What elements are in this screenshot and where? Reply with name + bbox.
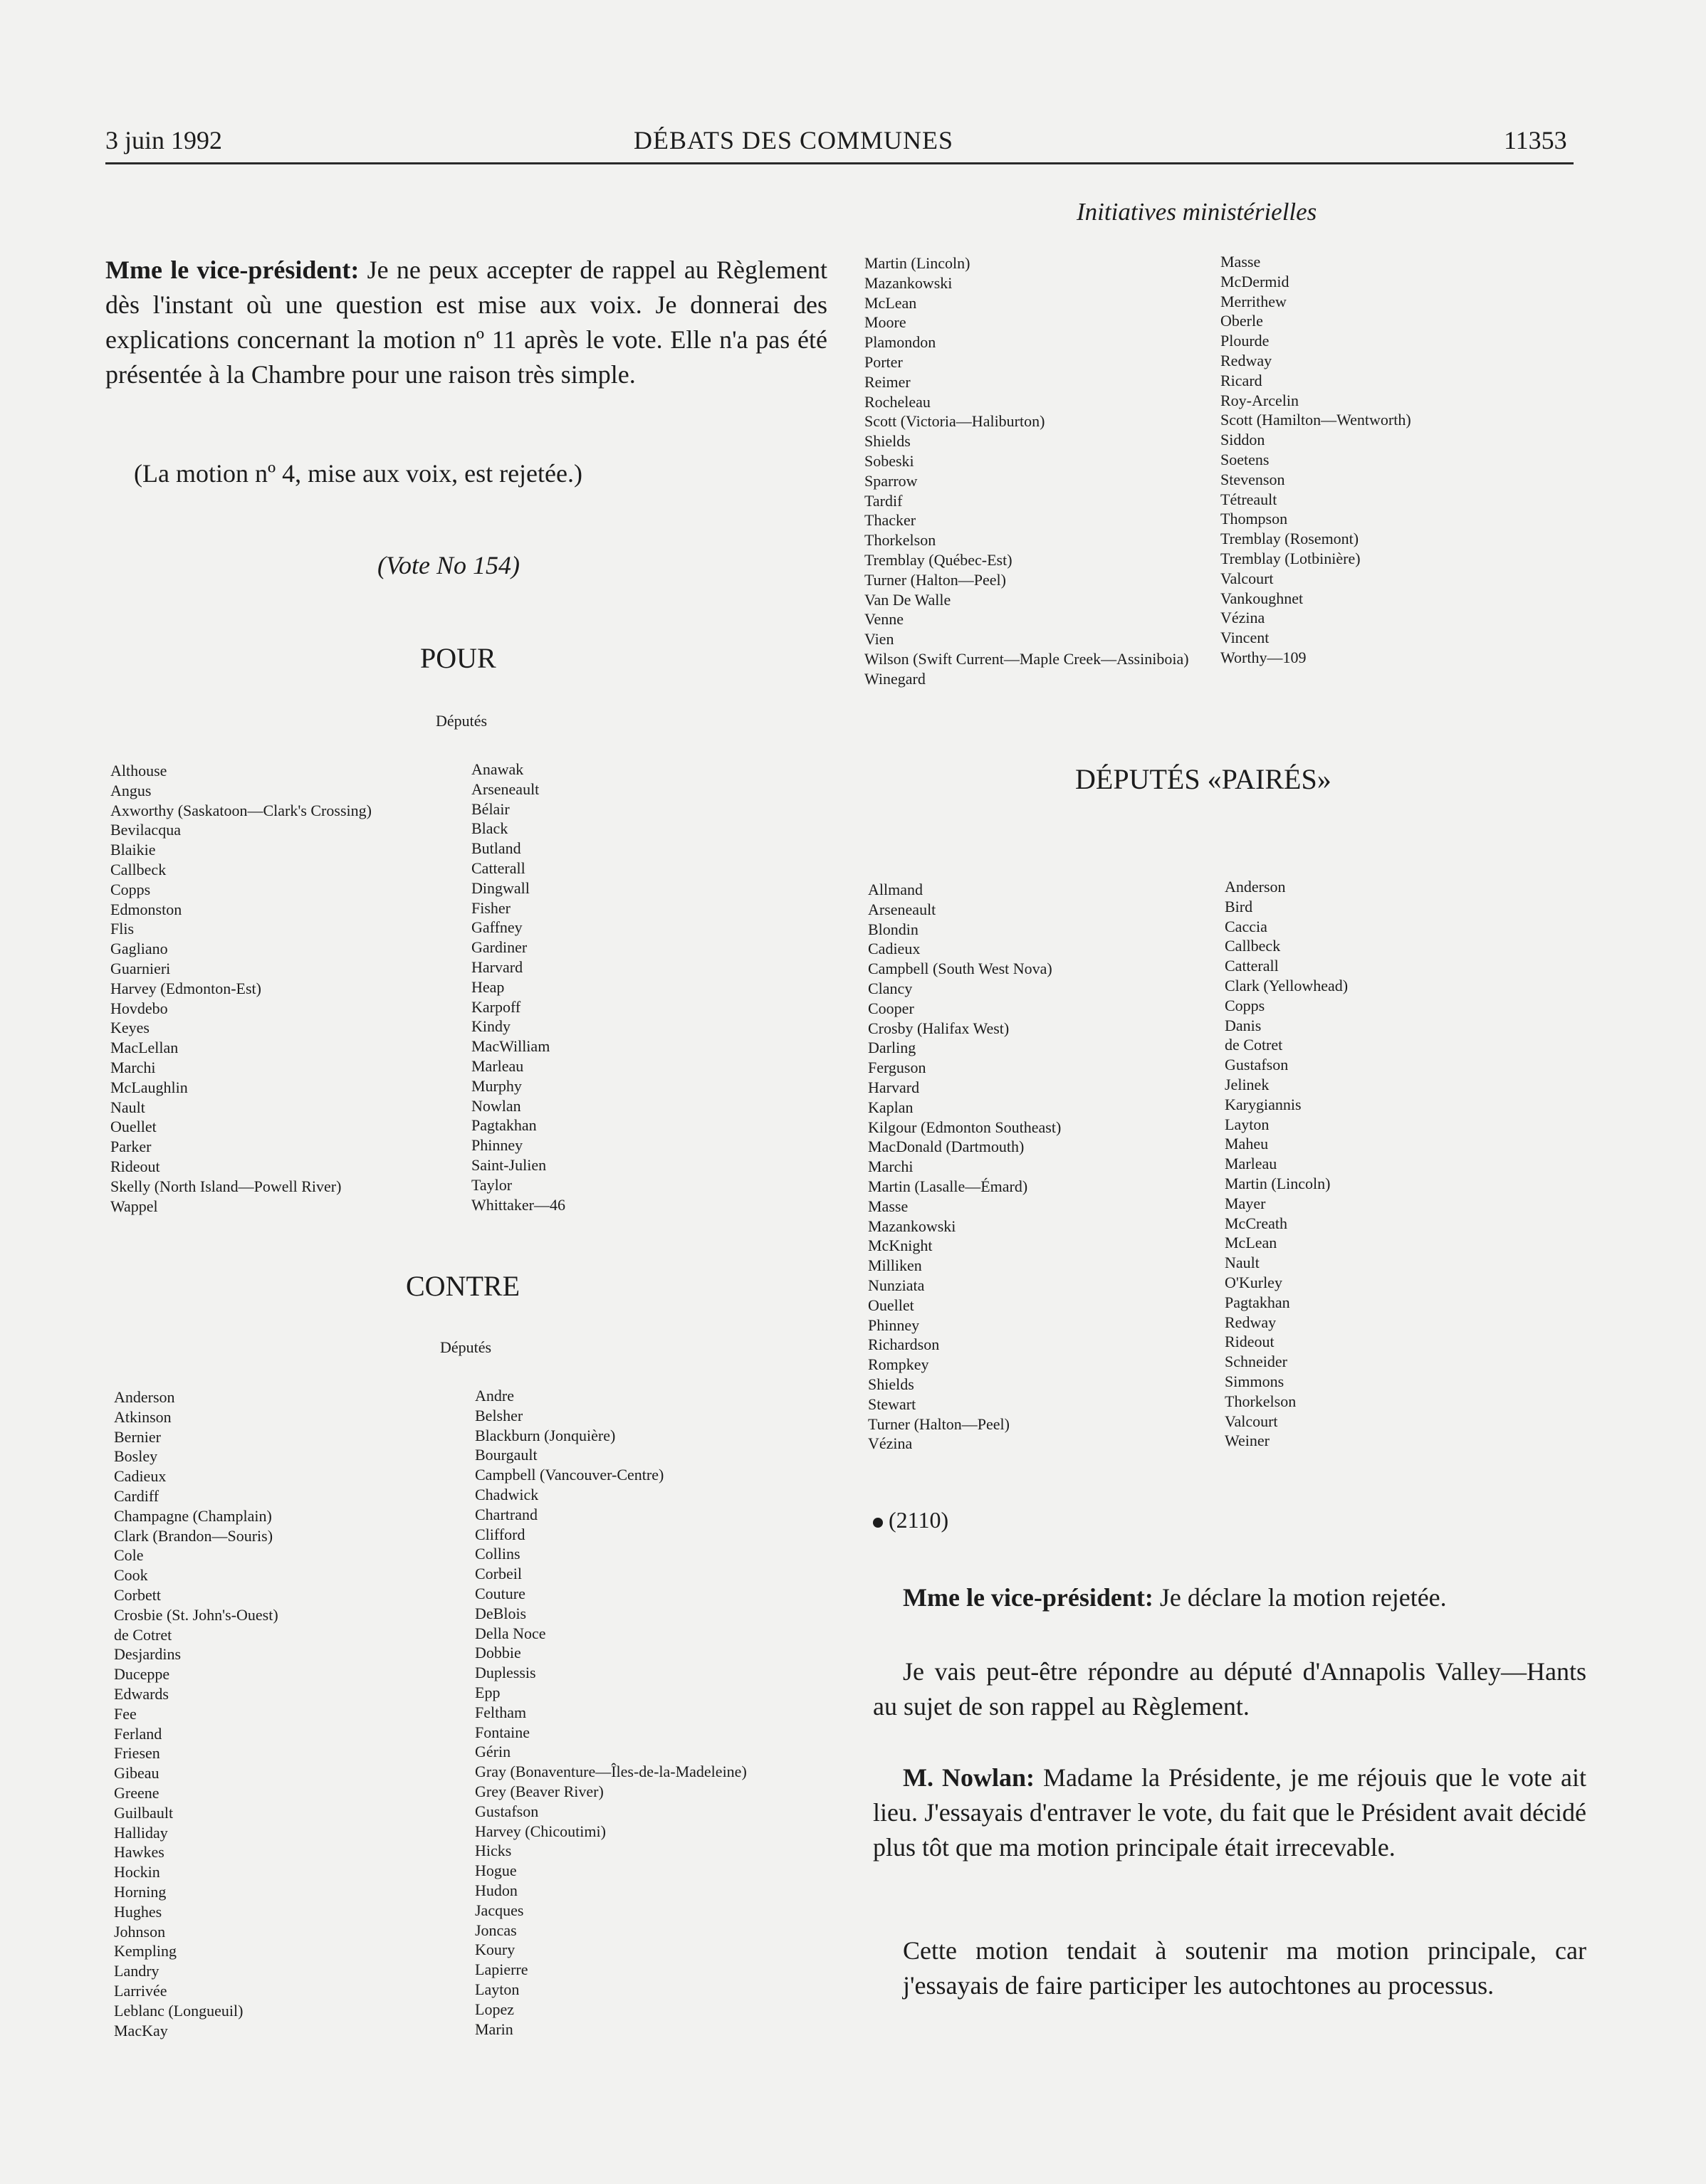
member-name: MacWilliam — [471, 1037, 550, 1056]
member-name: Johnson — [114, 1922, 166, 1941]
member-name: Marin — [475, 2020, 513, 2038]
member-name: Cardiff — [114, 1486, 159, 1505]
member-name: Masse — [868, 1197, 909, 1215]
member-name: Callbeck — [110, 860, 167, 878]
contre-continued-column-1 — [864, 253, 1189, 689]
header-rule — [105, 162, 1574, 164]
member-name: Roy-Arcelin — [1220, 391, 1299, 409]
member-name: Siddon — [1220, 431, 1265, 449]
member-name: MacLellan — [110, 1039, 179, 1057]
speaker-name: M. Nowlan: — [903, 1763, 1035, 1792]
member-name: Horning — [114, 1882, 167, 1901]
member-name: Taylor — [471, 1175, 513, 1194]
member-name: Danis — [1225, 1016, 1262, 1034]
member-name: Jelinek — [1225, 1075, 1270, 1093]
member-name: Worthy—109 — [1220, 648, 1307, 666]
section-title: Initiatives ministérielles — [1077, 198, 1317, 226]
member-name: Hughes — [114, 1902, 162, 1921]
member-name: Duplessis — [475, 1664, 536, 1682]
member-name: Clark (Brandon—Souris) — [114, 1526, 273, 1545]
member-name: Catterall — [471, 859, 525, 877]
pour-subheading: Députés — [436, 712, 488, 730]
nowlan-statement — [873, 1760, 1586, 1865]
member-name: Arseneault — [471, 779, 540, 798]
header-date: 3 juin 1992 — [105, 126, 223, 154]
paires-list-column-2 — [1225, 877, 1348, 1451]
member-name: McKnight — [868, 1237, 933, 1255]
member-name: Couture — [475, 1584, 525, 1602]
member-name: Dingwall — [471, 878, 530, 897]
member-name: Plourde — [1220, 332, 1270, 350]
member-name: Belsher — [475, 1406, 523, 1424]
member-name: Anderson — [114, 1388, 175, 1406]
member-name: Scott (Victoria—Haliburton) — [864, 412, 1045, 431]
member-name: Leblanc (Longueuil) — [114, 2001, 244, 2020]
member-name: Turner (Halton—Peel) — [868, 1414, 1010, 1433]
declaration-text: Je déclare la motion rejetée. — [1159, 1583, 1447, 1612]
page-number: 11353 — [1504, 126, 1567, 154]
member-name: Wilson (Swift Current—Maple Creek—Assiniboia) — [864, 649, 1189, 668]
member-name: Porter — [864, 352, 903, 371]
nowlan-text: Madame la Présidente, je me réjouis que le vote ait lieu. J'essayais d'entraver le vote, du fait que le Président avait décidé plus tôt que ma motion principale était irrecevable. — [873, 1763, 1587, 1862]
member-name: Guarnieri — [110, 959, 171, 977]
member-name: Merrithew — [1220, 292, 1287, 310]
member-name: Mazankowski — [868, 1217, 956, 1235]
member-name: Edmonston — [110, 900, 182, 918]
member-name: Murphy — [471, 1076, 522, 1095]
member-name: Corbett — [114, 1585, 161, 1604]
vice-president-followup: Je vais peut-être répondre au député d'Annapolis Valley—Hants au sujet de son rappel au Règlement. — [873, 1657, 1586, 1721]
member-name: Harvey (Chicoutimi) — [475, 1822, 606, 1840]
member-name: Fisher — [471, 898, 511, 917]
member-name: Hockin — [114, 1863, 160, 1881]
member-name: DeBlois — [475, 1604, 527, 1622]
member-name: Pagtakhan — [471, 1116, 537, 1135]
member-name: Corbeil — [475, 1565, 522, 1583]
member-name: de Cotret — [114, 1625, 172, 1644]
member-name: Ferguson — [868, 1059, 926, 1077]
member-name: Nunziata — [868, 1276, 925, 1294]
member-name: Ferland — [114, 1724, 162, 1743]
member-name: Hovdebo — [110, 999, 168, 1017]
member-name: Larrivée — [114, 1981, 167, 2000]
member-name: Campbell (South West Nova) — [868, 960, 1052, 978]
member-name: Koury — [475, 1941, 516, 1959]
member-name: Althouse — [110, 762, 167, 779]
member-name: Copps — [110, 880, 151, 898]
member-name: Tardif — [864, 491, 903, 510]
member-name: Tremblay (Québec-Est) — [864, 550, 1012, 569]
member-name: Grey (Beaver River) — [475, 1782, 604, 1800]
member-name: Tremblay (Lotbinière) — [1220, 549, 1361, 567]
header-title: DÉBATS DES COMMUNES — [634, 126, 954, 154]
member-name: Karpoff — [471, 997, 521, 1016]
member-name: Marchi — [110, 1058, 156, 1076]
member-name: Atkinson — [114, 1407, 172, 1426]
pour-list-column-1 — [110, 761, 372, 1216]
member-name: Parker — [110, 1138, 152, 1156]
member-name: Vincent — [1220, 629, 1270, 647]
member-name: Rideout — [1225, 1333, 1275, 1351]
member-name: Gagliano — [110, 940, 168, 958]
member-name: Nault — [110, 1098, 145, 1116]
member-name: Clifford — [475, 1525, 525, 1543]
member-name: Keyes — [110, 1019, 150, 1037]
member-name: Tremblay (Rosemont) — [1220, 530, 1359, 548]
member-name: MacKay — [114, 2021, 168, 2039]
time-stamp-text: (2110) — [889, 1507, 949, 1533]
member-name: Kaplan — [868, 1098, 914, 1116]
member-name: Joncas — [475, 1921, 517, 1939]
member-name: Valcourt — [1220, 569, 1274, 587]
member-name: Pagtakhan — [1225, 1293, 1290, 1311]
member-name: Rideout — [110, 1157, 160, 1175]
member-name: Harvard — [471, 957, 523, 976]
member-name: McLaughlin — [110, 1078, 188, 1096]
member-name: Black — [471, 819, 508, 838]
member-name: Whittaker—46 — [471, 1195, 565, 1214]
member-name: Guilbault — [114, 1803, 174, 1822]
member-name: Rocheleau — [864, 392, 931, 411]
member-name: Sobeski — [864, 451, 914, 470]
motion-result: (La motion nº 4, mise aux voix, est rejetée.) — [134, 459, 582, 488]
member-name: Chartrand — [475, 1505, 538, 1523]
member-name: Ouellet — [868, 1296, 914, 1314]
member-name: Jacques — [475, 1901, 524, 1919]
member-name: Cadieux — [114, 1467, 167, 1486]
member-name: Gaffney — [471, 918, 523, 937]
member-name: Plamondon — [864, 333, 936, 352]
time-stamp — [873, 1507, 948, 1533]
member-name: Phinney — [471, 1136, 523, 1155]
paires-list-column-1 — [868, 880, 1061, 1454]
member-name: Thorkelson — [1225, 1392, 1297, 1410]
member-name: Maheu — [1225, 1135, 1269, 1153]
member-name: Gustafson — [475, 1802, 539, 1820]
member-name: Andre — [475, 1387, 514, 1405]
member-name: Kindy — [471, 1017, 511, 1036]
member-name: Epp — [475, 1683, 501, 1701]
member-name: Nowlan — [471, 1096, 521, 1115]
member-name: Cadieux — [868, 940, 921, 958]
member-name: Landry — [114, 1962, 159, 1980]
member-name: Moore — [864, 313, 906, 332]
member-name: Darling — [868, 1039, 916, 1057]
member-name: Bird — [1225, 897, 1253, 915]
member-name: Cooper — [868, 999, 914, 1017]
vice-president-declaration — [903, 1580, 1586, 1615]
member-name: Allmand — [868, 881, 923, 898]
member-name: Heap — [471, 977, 505, 996]
member-name: Milliken — [868, 1256, 922, 1275]
member-name: Blondin — [868, 920, 919, 938]
member-name: Scott (Hamilton—Wentworth) — [1220, 411, 1411, 429]
vote-number: (Vote No 154) — [377, 551, 520, 579]
member-name: Redway — [1225, 1313, 1277, 1331]
member-name: Butland — [471, 839, 521, 858]
member-name: Tétreault — [1220, 490, 1277, 508]
paires-heading: DÉPUTÉS «PAIRÉS» — [1075, 763, 1331, 795]
member-name: Turner (Halton—Peel) — [864, 570, 1006, 589]
member-name: Thacker — [864, 511, 916, 530]
member-name: McDermid — [1220, 272, 1289, 290]
member-name: Oberle — [1220, 312, 1263, 330]
member-name: Campbell (Vancouver-Centre) — [475, 1466, 664, 1484]
speaker-name: Mme le vice-président: — [903, 1583, 1153, 1612]
member-name: Gustafson — [1225, 1056, 1289, 1074]
member-name: Schneider — [1225, 1353, 1287, 1371]
member-name: Angus — [110, 781, 152, 799]
member-name: MacDonald (Dartmouth) — [868, 1138, 1025, 1156]
member-name: Van De Walle — [864, 590, 951, 609]
member-name: Vankoughnet — [1220, 589, 1304, 607]
member-name: Reimer — [864, 372, 911, 391]
member-name: Hogue — [475, 1862, 517, 1880]
member-name: Copps — [1225, 996, 1265, 1014]
member-name: Vézina — [1220, 609, 1265, 627]
member-name: Blaikie — [110, 841, 156, 859]
contre-list-column-1 — [114, 1387, 278, 2040]
member-name: Vézina — [868, 1434, 913, 1453]
member-name: Hudon — [475, 1881, 518, 1899]
member-name: Skelly (North Island—Powell River) — [110, 1177, 342, 1195]
member-name: Flis — [110, 920, 135, 938]
member-name: Dobbie — [475, 1644, 521, 1662]
member-name: Gibeau — [114, 1764, 159, 1783]
member-name: Duceppe — [114, 1665, 170, 1684]
member-name: Stevenson — [1220, 470, 1285, 488]
member-name: Bélair — [471, 799, 510, 818]
member-name: Bourgault — [475, 1446, 538, 1464]
member-name: Thompson — [1220, 510, 1288, 528]
member-name: Shields — [864, 432, 911, 451]
member-name: Soetens — [1220, 450, 1270, 468]
member-name: Harvard — [868, 1078, 920, 1096]
member-name: Halliday — [114, 1823, 168, 1842]
member-name: Stewart — [868, 1395, 916, 1413]
member-name: Ricard — [1220, 371, 1262, 389]
member-name: Masse — [1220, 253, 1261, 271]
member-name: Fontaine — [475, 1723, 530, 1741]
member-name: McLean — [1225, 1234, 1277, 1252]
member-name: Hicks — [475, 1842, 512, 1860]
member-name: Callbeck — [1225, 937, 1281, 955]
member-name: Chadwick — [475, 1485, 539, 1503]
member-name: Gray (Bonaventure—Îles-de-la-Madeleine) — [475, 1763, 747, 1781]
member-name: Crosby (Halifax West) — [868, 1019, 1010, 1037]
vice-president-statement — [105, 253, 827, 392]
member-name: McCreath — [1225, 1214, 1287, 1232]
member-name: Venne — [864, 610, 904, 629]
member-name: Martin (Lasalle—Émard) — [868, 1177, 1028, 1195]
member-name: Lopez — [475, 2000, 514, 2018]
member-name: Thorkelson — [864, 531, 936, 550]
member-name: Rompkey — [868, 1355, 929, 1374]
member-name: Feltham — [475, 1703, 527, 1721]
member-name: Collins — [475, 1545, 520, 1563]
member-name: Hawkes — [114, 1843, 164, 1862]
member-name: Arseneault — [868, 900, 936, 918]
member-name: Wappel — [110, 1197, 158, 1215]
member-name: O'Kurley — [1225, 1273, 1282, 1291]
member-name: Crosbie (St. John's-Ouest) — [114, 1605, 278, 1624]
member-name: Anderson — [1225, 878, 1286, 896]
member-name: Vien — [864, 630, 894, 649]
member-name: Kempling — [114, 1942, 177, 1960]
member-name: Bosley — [114, 1447, 158, 1466]
member-name: de Cotret — [1225, 1036, 1283, 1054]
member-name: Valcourt — [1225, 1412, 1278, 1430]
member-name: Richardson — [868, 1335, 940, 1354]
member-name: Winegard — [864, 669, 926, 688]
member-name: Martin (Lincoln) — [864, 254, 970, 272]
member-name: Desjardins — [114, 1645, 182, 1664]
member-name: Mayer — [1225, 1194, 1266, 1212]
member-name: Gardiner — [471, 938, 528, 957]
contre-continued-column-2 — [1220, 252, 1411, 668]
member-name: Friesen — [114, 1744, 160, 1763]
contre-subheading: Députés — [440, 1338, 492, 1356]
member-name: Shields — [868, 1375, 914, 1393]
member-name: Catterall — [1225, 957, 1279, 975]
member-name: Gérin — [475, 1743, 511, 1761]
member-name: Bernier — [114, 1427, 161, 1446]
member-name: Layton — [475, 1980, 520, 1998]
member-name: Weiner — [1225, 1432, 1270, 1450]
member-name: Saint-Julien — [471, 1155, 547, 1174]
member-name: Phinney — [868, 1316, 920, 1334]
bullet-icon — [873, 1518, 883, 1528]
member-name: Martin (Lincoln) — [1225, 1174, 1331, 1192]
member-name: Cole — [114, 1546, 144, 1565]
contre-heading: CONTRE — [406, 1270, 520, 1302]
member-name: Marchi — [868, 1157, 914, 1176]
pour-heading: POUR — [420, 642, 496, 674]
member-name: McLean — [864, 293, 917, 312]
nowlan-continuation: Cette motion tendait à soutenir ma motion principale, car j'essayais de faire participer les autochtones au processus. — [903, 1936, 1586, 2000]
member-name: Karygiannis — [1225, 1095, 1302, 1113]
member-name: Della Noce — [475, 1624, 546, 1642]
member-name: Edwards — [114, 1684, 169, 1703]
member-name: Lapierre — [475, 1960, 528, 1979]
member-name: Marleau — [1225, 1155, 1277, 1173]
member-name: Anawak — [471, 760, 524, 778]
member-name: Champagne (Champlain) — [114, 1506, 272, 1525]
pour-list-column-2 — [471, 760, 565, 1214]
member-name: Blackburn (Jonquière) — [475, 1426, 616, 1444]
contre-list-column-2 — [475, 1386, 747, 2039]
member-name: Bevilacqua — [110, 821, 181, 839]
member-name: Marleau — [471, 1056, 524, 1075]
member-name: Layton — [1225, 1115, 1270, 1133]
member-name: Greene — [114, 1783, 159, 1802]
statement-text: Je ne peux accepter de rappel au Règlement dès l'instant où une question est mise aux voix. Je donnerai des explications concernant la motion nº 11 après le vote. Elle n'a pas été présentée à la Chambre pour une raison très simple. — [105, 256, 828, 389]
member-name: Mazankowski — [864, 273, 953, 292]
member-name: Kilgour (Edmonton Southeast) — [868, 1118, 1062, 1136]
member-name: Simmons — [1225, 1372, 1284, 1390]
member-name: Caccia — [1225, 917, 1267, 935]
member-name: Clark (Yellowhead) — [1225, 976, 1349, 994]
member-name: Ouellet — [110, 1118, 157, 1136]
member-name: Nault — [1225, 1254, 1260, 1272]
member-name: Fee — [114, 1704, 137, 1723]
member-name: Axworthy (Saskatoon—Clark's Crossing) — [110, 801, 372, 819]
member-name: Redway — [1220, 351, 1272, 369]
member-name: Harvey (Edmonton-Est) — [110, 979, 261, 997]
member-name: Clancy — [868, 979, 913, 997]
member-name: Sparrow — [864, 471, 918, 490]
speaker-name: Mme le vice-président: — [105, 256, 360, 284]
member-name: Cook — [114, 1566, 148, 1585]
